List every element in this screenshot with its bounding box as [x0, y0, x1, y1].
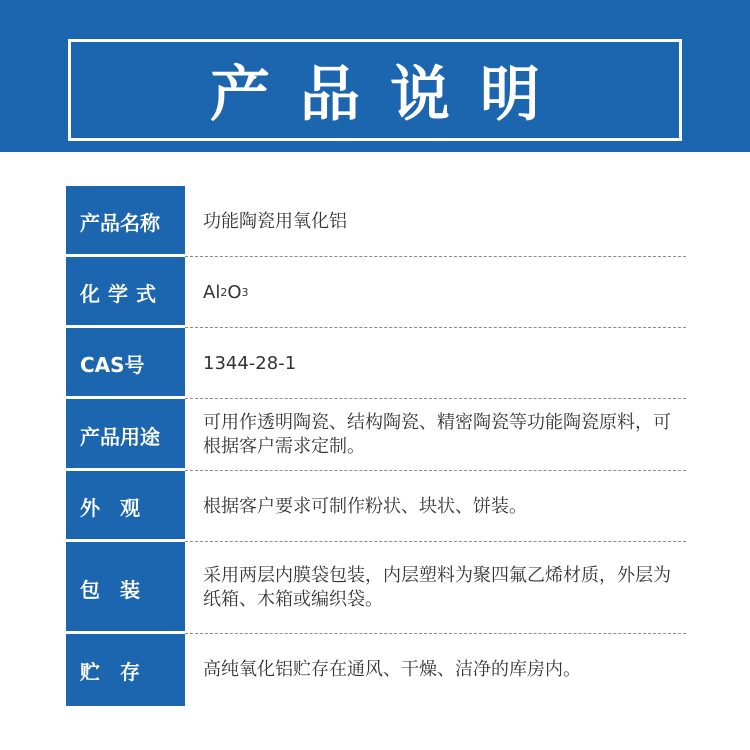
row-value: 根据客户要求可制作粉状、块状、饼装。 [203, 495, 527, 517]
row-label: 贮 存 [66, 634, 185, 706]
formula-element-al: Al [203, 281, 221, 303]
row-value-formula [185, 257, 686, 328]
row-value: 采用两层内膜袋包装，内层塑料为聚四氟乙烯材质，外层为纸箱、木箱或编织袋。 [203, 565, 671, 610]
row-label: 产品用途 [66, 399, 185, 471]
row-label: 包 装 [66, 542, 185, 634]
formula-element-o: O [227, 281, 242, 303]
header-frame [68, 39, 682, 141]
row-label: CAS号 [66, 328, 185, 399]
row-value: 功能陶瓷用氧化铝 [203, 210, 347, 232]
spec-row-formula [66, 257, 686, 328]
spec-row-cas [66, 328, 686, 399]
row-value: 高纯氧化铝贮存在通风、干燥、洁净的库房内。 [203, 659, 581, 680]
row-value: 1344-28-1 [203, 352, 297, 374]
spec-row-usage [66, 399, 686, 471]
spec-row-packaging [66, 542, 686, 634]
spec-row-storage [66, 634, 686, 706]
row-value: 可用作透明陶瓷、结构陶瓷、精密陶瓷等功能陶瓷原料，可根据客户需求定制。 [203, 412, 671, 457]
spec-row-appearance [66, 471, 686, 542]
row-label: 产品名称 [66, 186, 185, 257]
row-label: 化学式 [66, 257, 185, 328]
page-title: 产品说明 [210, 60, 570, 130]
spec-row-product-name [66, 186, 686, 257]
row-label: 外 观 [66, 471, 185, 542]
header-banner [0, 0, 750, 152]
formula-subscript-3: 3 [241, 285, 249, 299]
formula-subscript-2: 2 [220, 285, 228, 299]
